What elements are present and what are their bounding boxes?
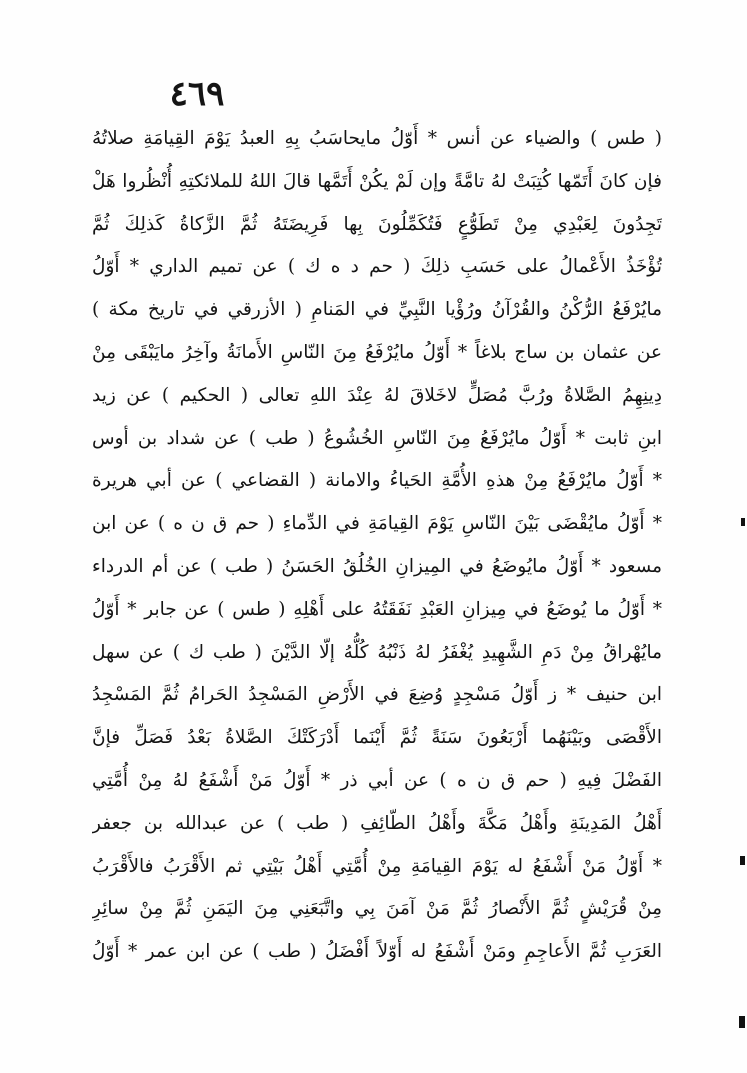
text-line-20: العَرَبِ ثُمَّ الأَعاجِمِ ومَنْ أَشْفَعُ له أَوّلاً أَفْضَلُ ( طب ) عن ابن عمر * أَوّلُ (92, 941, 662, 963)
text-line-13: مايُهْراقُ مِنْ دَمِ الشَّهِيدِ يُغْفَرُ لهُ ذَنْبُهُ كُلُّهُ إلّا الدَّيْنَ ( طب ك ) عن سهل (92, 641, 662, 663)
text-line-12: * أَوّلُ ما يُوضَعُ في مِيزانِ العَبْدِ نَفَقَتُهُ على أَهْلِهِ ( طس ) عن جابر * أَوّلُ (92, 598, 662, 620)
text-line-15: الأَقْصَى وبَيْنَهُما أَرْبَعُونَ سَنَةً ثُمَّ أَيْنَما أَدْرَكَتْكَ الصَّلاةُ بَعْدُ فَصَلِّ فإنَّ (92, 727, 662, 749)
text-line-11: مسعود * أَوّلُ مايُوضَعُ في المِيزانِ الخُلُقُ الحَسَنُ ( طب ) عن أم الدرداء (92, 555, 662, 577)
text-line-3: تَجِدُونَ لِعَبْدِي مِنْ تَطَوُّعٍ فَتُكَمِّلُونَ بِها فَرِيضَتَهُ ثُمَّ الزَّكاةُ كَذلِكَ ثُمَّ (92, 213, 662, 235)
text-line-4: تُؤْخَذُ الأَعْمالُ على حَسَبِ ذلِكَ ( حم د ه ك ) عن تميم الداري * أَوّلُ (92, 256, 662, 278)
text-line-19: مِنْ قُرَيْشٍ ثُمَّ الأَنْصارُ ثُمَّ مَنْ آمَنَ بِي واتَّبَعَنِي مِنَ اليَمَنِ ثُمَّ مِنْ سائِرِ (92, 898, 662, 920)
scan-mark-middle (740, 856, 745, 865)
text-line-8: ابنِ ثابت * أَوّلُ مايُرْفَعُ مِنَ النّاسِ الخُشُوعُ ( طب ) عن شداد بن أوس (92, 427, 662, 449)
text-line-14: ابن حنيف * ز أَوّلُ مَسْجِدٍ وُضِعَ في الأَرْضِ المَسْجِدُ الحَرامُ ثُمَّ المَسْجِدُ (92, 684, 662, 706)
text-line-7: دِينِهِمُ الصَّلاةُ ورُبَّ مُصَلٍّ لاخَلاقَ لهُ عِنْدَ اللهِ تعالى ( الحكيم ) عن زيد (92, 384, 662, 406)
scan-mark-bottom (739, 1016, 745, 1028)
page-number: ٤٦٩ (169, 74, 225, 114)
text-line-5: مايُرْفَعُ الرُّكْنُ والقُرْآنُ ورُؤْيا النَّبِيِّ في المَنامِ ( الأزرقي في تاريخ مكة ) (92, 299, 662, 321)
text-line-2: فإن كانَ أَتَمّها كُتِبَتْ لهُ تامَّةً وإن لَمْ يكُنْ أَتَمَّها قالَ اللهُ للملائكتِهِ أُنْظُروا هَلْ (92, 170, 662, 192)
text-line-10: * أَوّلُ مايُقْضَى بَيْنَ النّاسِ يَوْمَ القِيامَةِ في الدِّماءِ ( حم ق ن ه ) عن ابن (92, 513, 662, 535)
text-line-18: * أَوّلُ مَنْ أَشْفَعُ له يَوْمَ القِيامَةِ مِنْ أُمَّتِي أَهْلُ بَيْتِي ثم الأَقْرَبُ فالأَقْرَبُ (92, 855, 662, 877)
text-line-6: عن عثمان بن ساج بلاغاً * أَوّلُ مايُرْفَعُ مِنَ النّاسِ الأَمانَةُ وآخِرُ مايَبْقَى مِنْ (92, 341, 662, 363)
text-line-1: ( طس ) والضياء عن أنس * أَوّلُ مايحاسَبُ بِهِ العبدُ يَوْمَ القِيامَةِ صلاتُهُ (92, 128, 662, 149)
text-line-17: أَهْلُ المَدِينَةِ وأَهْلُ مَكَّةَ وأَهْلُ الطّائِفِ ( طب ) عن عبدالله بن جعفر (92, 812, 662, 834)
scan-mark-top (741, 518, 745, 526)
hadith-text-block (92, 118, 662, 974)
text-line-9: * أَوّلُ مايُرْفَعُ مِنْ هذهِ الأُمَّةِ الحَياءُ والامانة ( القضاعي ) عن أبي هريرة (92, 470, 662, 492)
text-line-16: الفَضْلَ فِيهِ ( حم ق ن ه ) عن أبي ذر * أَوّلُ مَنْ أَشْفَعُ لهُ مِنْ أُمَّتِي (92, 769, 662, 791)
